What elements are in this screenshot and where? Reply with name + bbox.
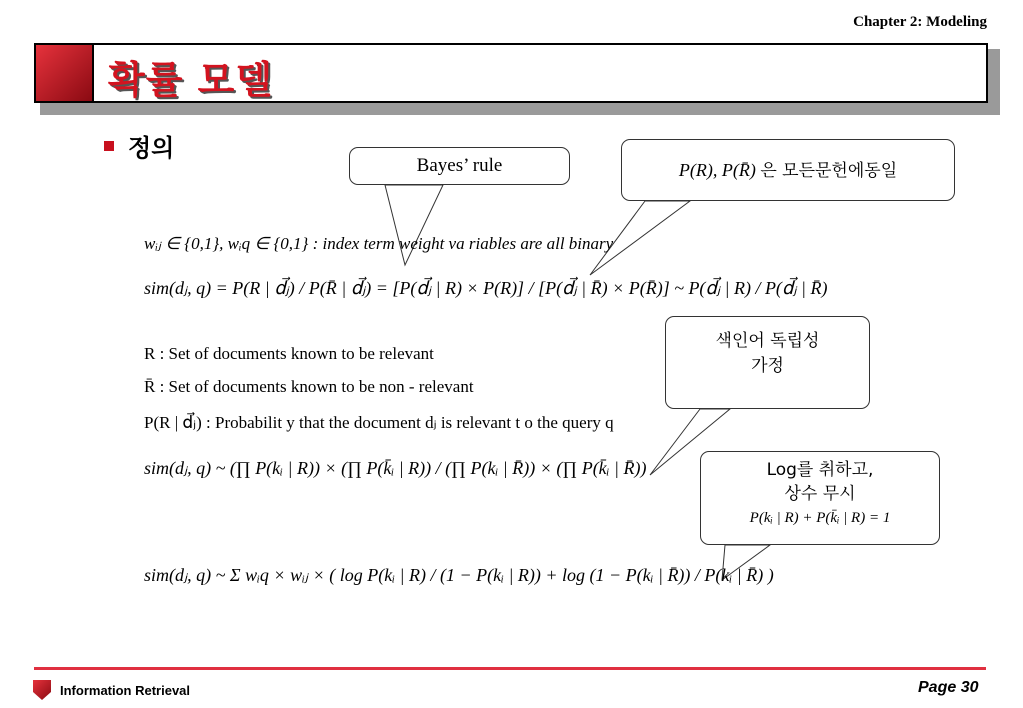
callout-prior-text: 은 모든문헌에동일: [760, 161, 898, 181]
callout-independence: [665, 316, 870, 409]
callout-independence-line1: 색인어 독립성: [715, 331, 820, 351]
equation-sim-product: sim(dⱼ, q) ~ (∏ P(kᵢ | R)) × (∏ P(k̄ᵢ | R)) / (∏ P(kᵢ | R̄)) × (∏ P(k̄ᵢ | R̄)): [144, 458, 647, 478]
callout-log: [700, 451, 940, 545]
page-number: Page 30: [918, 679, 979, 696]
callout-log-equation: P(kᵢ | R) + P(k̄ᵢ | R) = 1: [749, 510, 891, 526]
slide-title: 확률 모델: [108, 58, 274, 102]
equation-sim-log-sum: sim(dⱼ, q) ~ Σ wᵢq × wᵢⱼ × ( log P(kᵢ | R) / (1 − P(kᵢ | R)) + log (1 − P(kᵢ | R̄)) / P(kᵢ | R̄) ): [144, 565, 774, 585]
callout-prior-expr: P(R), P(R̄): [678, 160, 756, 180]
bullet-square-icon: [104, 141, 114, 151]
callout-log-line2: 상수 무시: [784, 484, 856, 504]
bullet-label: 정의: [128, 134, 175, 162]
shield-logo-icon: [33, 680, 51, 700]
equation-probability-definition: P(R | d⃗ⱼ) : Probabilit y that the document dⱼ is relevant t o the query q: [144, 413, 614, 432]
footer-course-name: Information Retrieval: [60, 683, 191, 698]
equation-sim-bayes: sim(dⱼ, q) = P(R | d⃗ⱼ) / P(R̄ | d⃗ⱼ) = [P(d⃗ⱼ | R) × P(R)] / [P(d⃗ⱼ | R̄) × P(R̄)] ~ P(d⃗ⱼ | R) / P(d⃗ⱼ | R̄): [144, 278, 828, 298]
title-accent-block: [34, 43, 94, 103]
callout-independence-line2: 가정: [751, 356, 784, 376]
equation-nonrelevant-set: R̄ : Set of documents known to be non - relevant: [144, 377, 474, 396]
equation-relevant-set: R : Set of documents known to be relevant: [144, 344, 434, 363]
callout-bayes-rule: Bayes’ rule: [349, 147, 570, 185]
callout-log-line1: Log를 취하고,: [766, 460, 874, 480]
chapter-label: Chapter 2: Modeling: [853, 14, 987, 30]
equation-binary-weights: wᵢⱼ ∈ {0,1}, wᵢq ∈ {0,1} : index term weight va riables are all binary: [144, 234, 614, 253]
callout-prior-equal: [621, 139, 955, 201]
footer-divider: [34, 667, 986, 670]
